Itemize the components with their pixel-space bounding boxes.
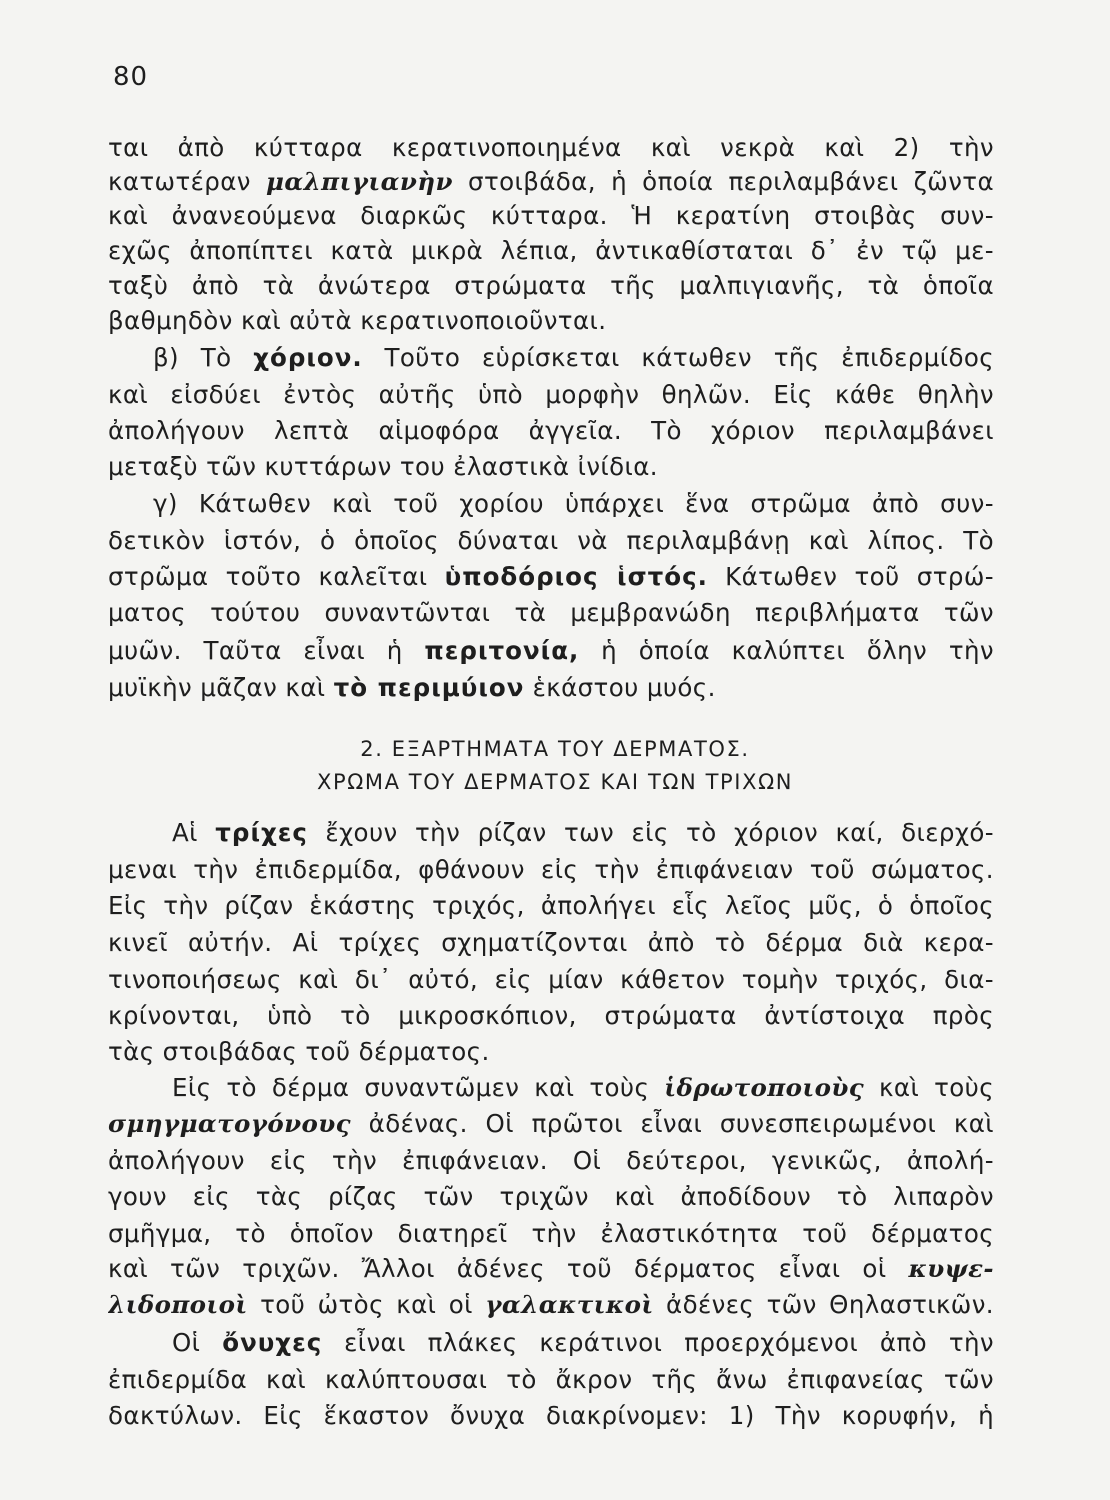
italic-term: μαλπιγιανὴν [266, 167, 453, 196]
bold-term: ὄνυχες [222, 1328, 323, 1357]
text-line: δετικὸν ἱστόν, ὁ ὁποῖος δύναται νὰ περιλαμβάνῃ καὶ λίπος. Τὸ [108, 526, 994, 555]
text-line: καὶ ἀνανεούμενα διαρκῶς κύτταρα. Ἡ κερατίνη στοιβὰς συν- [108, 201, 994, 230]
text-line: ταξὺ ἀπὸ τὰ ἀνώτερα στρώματα τῆς μαλπιγιανῆς, τὰ ὁποῖα [108, 271, 994, 300]
text-line: τινοποιήσεως καὶ δι᾽ αὐτό, εἰς μίαν κάθετον τομὴν τριχός, δια- [108, 965, 994, 994]
italic-term: σμηγματογόνους [108, 1109, 351, 1138]
page-number: 80 [113, 62, 149, 92]
bold-term: τὸ περιμύιον [333, 673, 525, 702]
text-line: Εἰς τὸ δέρμα συναντῶμεν καὶ τοὺς ἱδρωτοποιοὺς καὶ τοὺς [172, 1073, 994, 1102]
bold-term: χόριον. [253, 343, 363, 372]
text-line: βαθμηδὸν καὶ αὐτὰ κερατινοποιοῦνται. [108, 306, 607, 335]
text-line: εχῶς ἀποπίπτει κατὰ μικρὰ λέπια, ἀντικαθίσταται δ᾽ ἐν τῷ με- [108, 236, 994, 265]
text-line: β) Τὸ χόριον. Τοῦτο εὑρίσκεται κάτωθεν τῆς ἐπιδερμίδος [153, 343, 994, 372]
text-line: ἐπιδερμίδα καὶ καλύπτουσαι τὸ ἄκρον τῆς ἄνω ἐπιφανείας τῶν [108, 1365, 994, 1394]
text-line: κινεῖ αὐτήν. Αἱ τρίχες σχηματίζονται ἀπὸ τὸ δέρμα διὰ κερα- [108, 928, 994, 957]
italic-term: λιδοποιοὶ [108, 1290, 248, 1319]
text-line: μυϊκὴν μᾶζαν καὶ τὸ περιμύιον ἑκάστου μυός. [108, 673, 716, 702]
text-line: δακτύλων. Εἰς ἕκαστον ὄνυχα διακρίνομεν: 1) Τὴν κορυφήν, ἡ [108, 1401, 994, 1430]
text-line: καὶ εἰσδύει ἐντὸς αὐτῆς ὑπὸ μορφὴν θηλῶν. Εἰς κάθε θηλὴν [108, 380, 994, 409]
section-heading: 2. ΕΞΑΡΤΗΜΑΤΑ ΤΟΥ ΔΕΡΜΑΤΟΣ. [360, 737, 750, 761]
text-line: μεταξὺ τῶν κυττάρων του ἐλαστικὰ ἰνίδια. [108, 452, 658, 481]
text-line: μεναι τὴν ἐπιδερμίδα, φθάνουν εἰς τὴν ἐπιφάνειαν τοῦ σώματος. [108, 855, 994, 884]
bold-term: τρίχες [215, 818, 308, 847]
text-line: ματος τούτου συναντῶνται τὰ μεμβρανώδη περιβλήματα τῶν [108, 598, 994, 627]
text-line: σμῆγμα, τὸ ὁποῖον διατηρεῖ τὴν ἐλαστικότητα τοῦ δέρματος [108, 1219, 994, 1248]
text-line: ται ἀπὸ κύτταρα κερατινοποιημένα καὶ νεκρὰ καὶ 2) τὴν [108, 133, 994, 162]
text-line: γ) Κάτωθεν καὶ τοῦ χορίου ὑπάρχει ἕνα στρῶμα ἀπὸ συν- [153, 489, 994, 518]
text-line: σμηγματογόνους ἀδένας. Οἱ πρῶτοι εἶναι συνεσπειρωμένοι καὶ [108, 1109, 994, 1138]
text-line: γουν εἰς τὰς ρίζας τῶν τριχῶν καὶ ἀποδίδουν τὸ λιπαρὸν [108, 1182, 994, 1211]
text-line: λιδοποιοὶ τοῦ ὠτὸς καὶ οἱ γαλακτικοὶ ἀδένες τῶν Θηλαστικῶν. [108, 1290, 994, 1319]
section-subheading: ΧΡΩΜΑ ΤΟΥ ΔΕΡΜΑΤΟΣ ΚΑΙ ΤΩΝ ΤΡΙΧΩΝ [316, 770, 794, 794]
text-line: κατωτέραν μαλπιγιανὴν στοιβάδα, ἡ ὁποία περιλαμβάνει ζῶντα [108, 167, 994, 196]
text-line: τὰς στοιβάδας τοῦ δέρματος. [108, 1037, 490, 1066]
text-line: ἀπολήγουν λεπτὰ αἱμοφόρα ἀγγεῖα. Τὸ χόριον περιλαμβάνει [108, 416, 994, 445]
italic-term: ἱδρωτοποιοὺς [664, 1073, 865, 1102]
bold-term: ὑποδόριος ἱστός. [444, 562, 708, 591]
italic-term: γαλακτικοὶ [485, 1290, 654, 1319]
italic-term: κυψε- [908, 1254, 994, 1283]
text-line: Αἱ τρίχες ἔχουν τὴν ρίζαν των εἰς τὸ χόριον καί, διερχό- [172, 818, 994, 847]
bold-term: περιτονία, [424, 636, 580, 665]
text-line: μυῶν. Ταῦτα εἶναι ἡ περιτονία, ἡ ὁποία καλύπτει ὅλην τὴν [108, 636, 994, 665]
text-line: Εἰς τὴν ρίζαν ἑκάστης τριχός, ἀπολήγει εἷς λεῖος μῦς, ὁ ὁποῖος [108, 891, 994, 920]
text-line: ἀπολήγουν εἰς τὴν ἐπιφάνειαν. Οἱ δεύτεροι, γενικῶς, ἀπολή- [108, 1146, 994, 1175]
text-line: στρῶμα τοῦτο καλεῖται ὑποδόριος ἱστός. Κάτωθεν τοῦ στρώ- [108, 562, 994, 591]
text-line: Οἱ ὄνυχες εἶναι πλάκες κεράτινοι προερχόμενοι ἀπὸ τὴν [172, 1328, 994, 1357]
text-line: κρίνονται, ὑπὸ τὸ μικροσκόπιον, στρώματα ἀντίστοιχα πρὸς [108, 1001, 994, 1030]
text-line: καὶ τῶν τριχῶν. Ἄλλοι ἀδένες τοῦ δέρματος εἶναι οἱ κυψε- [108, 1254, 994, 1283]
